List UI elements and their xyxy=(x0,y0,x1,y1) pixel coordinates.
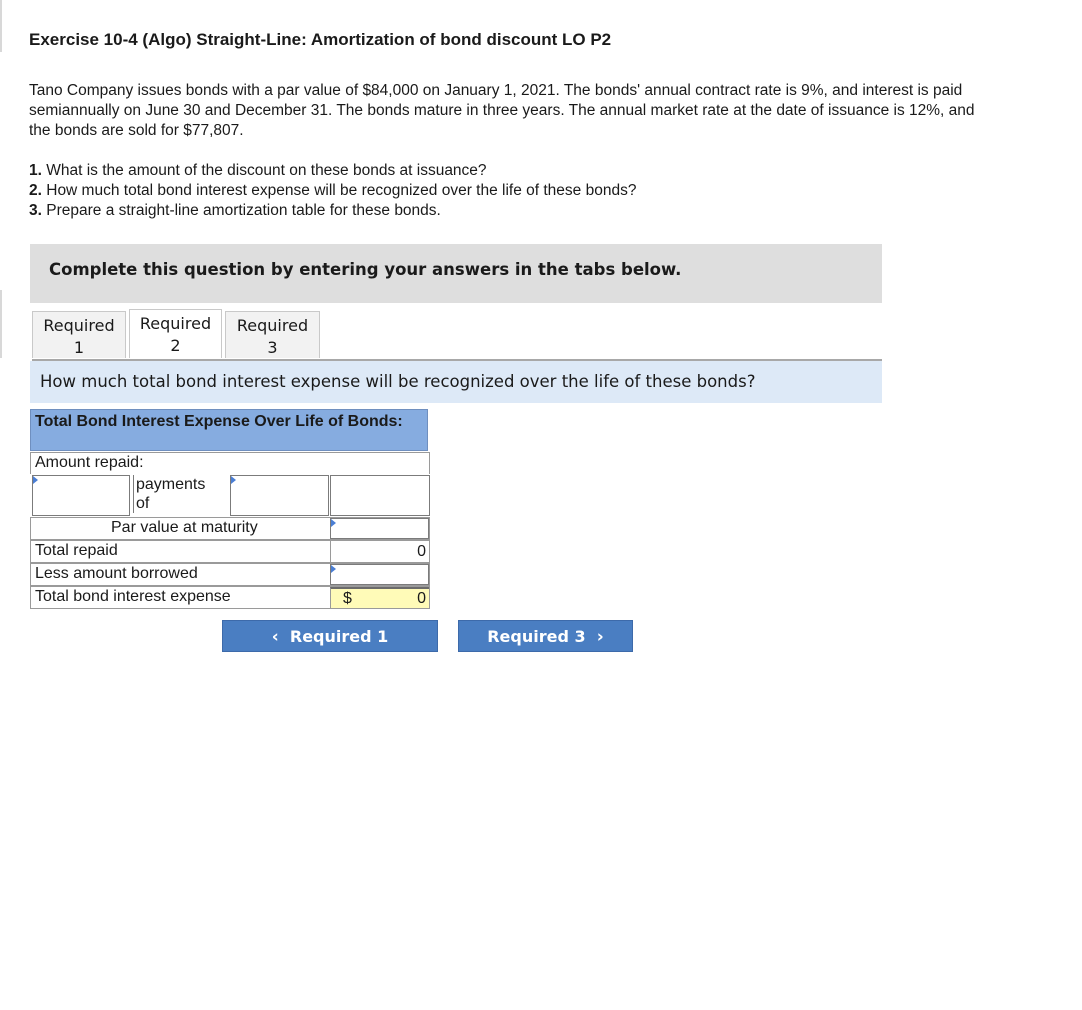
question-item: 2. How much total bond interest expense will be recognized over the life of these bonds? xyxy=(29,182,637,199)
total-expense-row xyxy=(30,586,430,609)
input-marker-icon xyxy=(331,519,336,527)
input-marker-icon xyxy=(231,476,236,484)
problem-intro: Tano Company issues bonds with a par value of $84,000 on January 1, 2021. The bonds' annual contract rate is 9%, and interest is paid semiannually on June 30 and December 31. The bonds mature in three years. The annual market rate at the date of issuance is 12%, and the bonds are sold for $77,807. xyxy=(29,82,975,139)
question-item: 1. What is the amount of the discount on these bonds at issuance? xyxy=(29,162,487,179)
number-of-payments-input[interactable] xyxy=(32,475,130,516)
page-title: Exercise 10-4 (Algo) Straight-Line: Amortization of bond discount LO P2 xyxy=(29,30,612,49)
total-expense-value-cell xyxy=(330,587,429,608)
amount-repaid-row xyxy=(30,452,430,475)
par-value-row xyxy=(30,517,430,540)
par-value-label: Par value at maturity xyxy=(111,519,258,536)
currency-symbol: $ xyxy=(343,590,352,607)
less-borrowed-label: Less amount borrowed xyxy=(35,565,198,582)
total-expense-value: 0 xyxy=(417,590,426,607)
tab-required-2[interactable]: Required 2 xyxy=(129,309,222,358)
left-edge-marker-top xyxy=(0,0,2,52)
active-question-text: How much total bond interest expense will be recognized over the life of these bonds? xyxy=(40,372,756,391)
instruction-banner xyxy=(30,244,882,303)
active-question-bar xyxy=(30,361,882,403)
banner-text: Complete this question by entering your answers in the tabs below. xyxy=(49,260,682,279)
tab-required-1[interactable]: Required 1 xyxy=(32,311,126,358)
tab-required-3[interactable]: Required 3 xyxy=(225,311,320,358)
less-borrowed-row xyxy=(30,563,430,586)
left-edge-marker-bottom xyxy=(0,290,2,358)
payments-of-label: payments of xyxy=(133,475,223,513)
payments-total-input[interactable] xyxy=(330,475,430,516)
chevron-right-icon: › xyxy=(596,627,604,647)
total-repaid-label: Total repaid xyxy=(35,542,118,559)
amount-borrowed-input[interactable] xyxy=(330,564,429,585)
total-expense-label: Total bond interest expense xyxy=(35,588,231,605)
total-repaid-value: 0 xyxy=(330,541,429,562)
table-header: Total Bond Interest Expense Over Life of Bonds: xyxy=(30,409,428,451)
amount-repaid-label: Amount repaid: xyxy=(35,454,144,471)
question-list xyxy=(29,161,636,221)
input-marker-icon xyxy=(331,565,336,573)
par-value-input[interactable] xyxy=(330,518,429,539)
prev-required-button[interactable]: ‹ Required 1 xyxy=(222,620,438,652)
chevron-left-icon: ‹ xyxy=(271,627,279,647)
total-repaid-row xyxy=(30,540,430,563)
input-marker-icon xyxy=(33,476,38,484)
payments-row xyxy=(30,474,430,517)
question-item: 3. Prepare a straight-line amortization table for these bonds. xyxy=(29,202,441,219)
payment-amount-input[interactable] xyxy=(230,475,329,516)
next-required-button[interactable]: Required 3 › xyxy=(458,620,633,652)
